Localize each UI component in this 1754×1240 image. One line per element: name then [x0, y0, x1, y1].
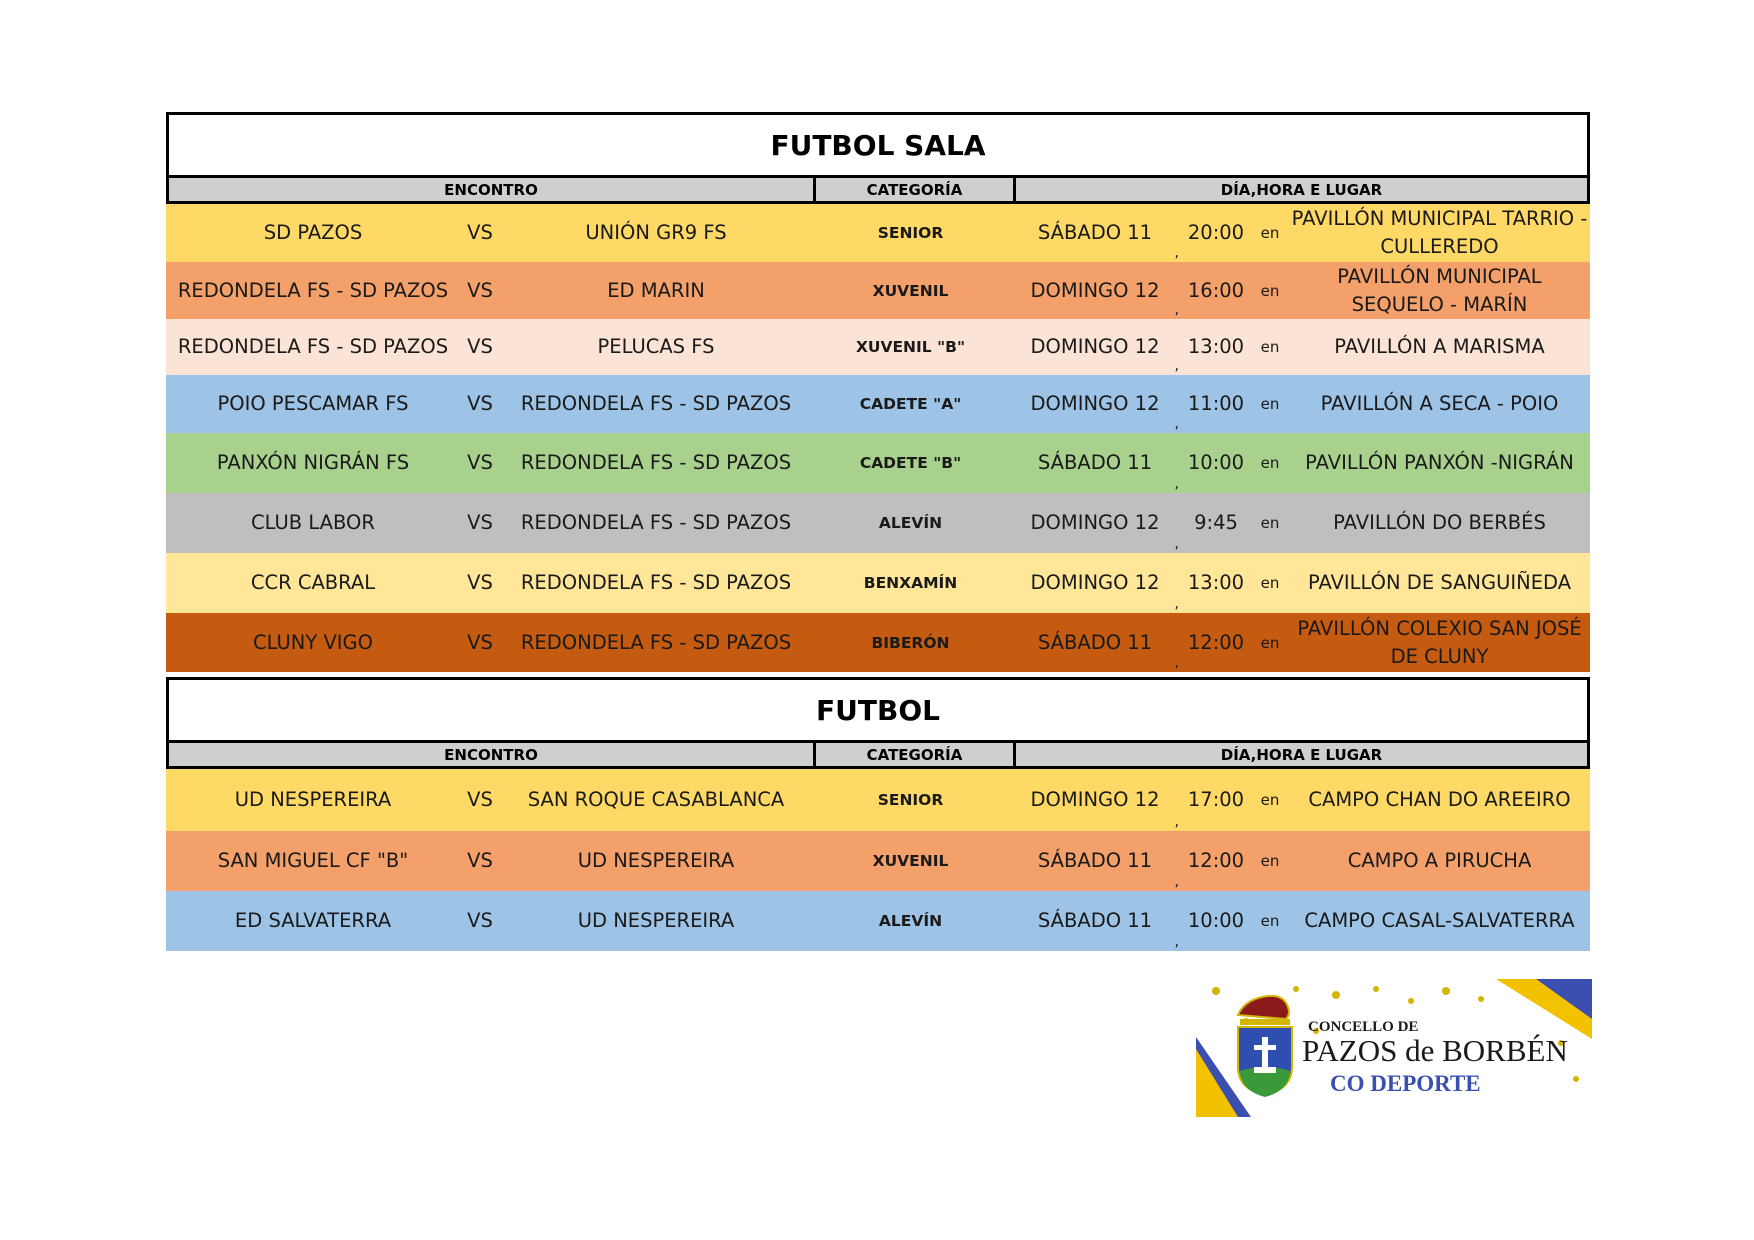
home-team: CLUB LABOR [251, 511, 375, 534]
category: ALEVÍN [878, 912, 943, 930]
match-time: 11:00 [1187, 392, 1245, 415]
en-label: en [1260, 395, 1280, 413]
en-label: en [1260, 633, 1280, 652]
day-text: SÁBADO 11 [1037, 630, 1153, 654]
comma-mark: , [1174, 874, 1179, 890]
category: CADETE "B" [859, 454, 962, 472]
home-team: CCR CABRAL [250, 571, 376, 594]
header-encontro: ENCONTRO [169, 178, 816, 201]
match-time: 13:00 [1187, 335, 1245, 358]
day-text: DOMINGO 12 [1030, 278, 1160, 302]
header-categoria: CATEGORÍA [816, 178, 1016, 201]
category: BIBERÓN [871, 633, 950, 652]
table-header [166, 178, 1590, 204]
match-day [1009, 493, 1181, 553]
match-day [1009, 375, 1181, 433]
home-team: CLUNY VIGO [252, 630, 374, 654]
match-time: 12:00 [1187, 630, 1245, 654]
comma-mark: , [1174, 596, 1179, 612]
match-time: 17:00 [1187, 788, 1245, 811]
vs-label: VS [467, 630, 493, 654]
table-row [166, 433, 1590, 493]
table-row [166, 375, 1590, 433]
logo-graphic [1196, 979, 1592, 1117]
away-team: REDONDELA FS - SD PAZOS [520, 451, 792, 474]
venue: PAVILLÓN DE SANGUIÑEDA [1307, 571, 1572, 594]
match-time: 12:00 [1187, 849, 1245, 872]
comma-mark: , [1174, 814, 1179, 830]
en-label: en [1260, 338, 1280, 356]
match-day [1009, 831, 1181, 891]
comma-mark: , [1174, 476, 1179, 492]
table-row [166, 262, 1590, 319]
away-team: REDONDELA FS - SD PAZOS [520, 392, 792, 415]
venue: CAMPO A PIRUCHA [1347, 849, 1532, 872]
match-time: 16:00 [1187, 278, 1245, 302]
day-text: SÁBADO 11 [1037, 451, 1153, 474]
header-dia-hora-lugar: DÍA,HORA E LUGAR [1220, 180, 1383, 199]
vs-label: VS [467, 849, 493, 872]
vs-label: VS [467, 451, 493, 474]
match-day [1009, 769, 1181, 831]
home-team: REDONDELA FS - SD PAZOS [177, 335, 449, 358]
away-team: PELUCAS FS [597, 335, 715, 358]
venue: CAMPO CHAN DO AREEIRO [1308, 788, 1571, 811]
en-label: en [1260, 912, 1280, 930]
home-team: PANXÓN NIGRÁN FS [216, 451, 410, 474]
comma-mark: , [1174, 245, 1179, 261]
category: SENIOR [877, 791, 944, 809]
match-time: 13:00 [1187, 571, 1245, 594]
category: XUVENIL "B" [855, 338, 966, 356]
home-team: UD NESPEREIRA [234, 788, 392, 811]
table-row [166, 831, 1590, 891]
en-label: en [1260, 281, 1280, 300]
venue: PAVILLÓN COLEXIO SAN JOSÉ DE CLUNY [1297, 616, 1582, 668]
futbol-table [166, 677, 1590, 951]
home-team: REDONDELA FS - SD PAZOS [177, 278, 449, 302]
table-row [166, 493, 1590, 553]
vs-label: VS [467, 335, 493, 358]
venue: PAVILLÓN MUNICIPAL SEQUELO - MARÍN [1337, 264, 1542, 316]
logo-line2: PAZOS de BORBÉN [1302, 1033, 1568, 1068]
venue: CAMPO CASAL-SALVATERRA [1304, 909, 1575, 932]
venue: PAVILLÓN DO BERBÉS [1333, 511, 1546, 534]
section-title: FUTBOL SALA [166, 112, 1590, 178]
table-header [166, 743, 1590, 769]
header-dia-hora-lugar: DÍA,HORA E LUGAR [1220, 745, 1383, 764]
category: BENXAMÍN [863, 574, 958, 592]
home-team: SAN MIGUEL CF "B" [217, 849, 409, 872]
section-title: FUTBOL [166, 677, 1590, 743]
away-team: REDONDELA FS - SD PAZOS [520, 511, 792, 534]
table-row [166, 891, 1590, 951]
vs-label: VS [467, 221, 493, 244]
venue: PAVILLÓN PANXÓN -NIGRÁN [1305, 451, 1574, 474]
vs-label: VS [467, 909, 493, 932]
en-label: en [1260, 852, 1280, 870]
match-day [1009, 204, 1181, 262]
match-time: 9:45 [1194, 511, 1238, 534]
concello-logo [1196, 979, 1592, 1117]
category: ALEVÍN [878, 514, 943, 532]
day-text: SÁBADO 11 [1037, 221, 1153, 244]
en-label: en [1260, 574, 1280, 592]
en-label: en [1260, 454, 1280, 472]
home-team: POIO PESCAMAR FS [217, 392, 409, 415]
match-day [1009, 433, 1181, 493]
match-day [1009, 613, 1181, 672]
away-team: REDONDELA FS - SD PAZOS [520, 571, 792, 594]
away-team: UD NESPEREIRA [577, 849, 735, 872]
vs-label: VS [467, 278, 493, 302]
comma-mark: , [1174, 536, 1179, 552]
category: XUVENIL [872, 852, 949, 870]
table-row [166, 204, 1590, 262]
table-row [166, 769, 1590, 831]
day-text: DOMINGO 12 [1030, 788, 1160, 811]
comma-mark: , [1174, 302, 1179, 318]
table-row [166, 319, 1590, 375]
day-text: DOMINGO 12 [1030, 571, 1160, 594]
table-row [166, 613, 1590, 672]
table-row [166, 553, 1590, 613]
en-label: en [1260, 791, 1280, 809]
vs-label: VS [467, 511, 493, 534]
day-text: SÁBADO 11 [1037, 909, 1153, 932]
futbol-sala-table [166, 112, 1590, 672]
day-text: DOMINGO 12 [1030, 392, 1160, 415]
home-team: ED SALVATERRA [234, 909, 392, 932]
away-team: REDONDELA FS - SD PAZOS [520, 630, 792, 654]
vs-label: VS [467, 571, 493, 594]
category: SENIOR [877, 224, 944, 242]
match-day [1009, 553, 1181, 613]
en-label: en [1260, 224, 1280, 242]
match-time: 10:00 [1187, 451, 1245, 474]
match-day [1009, 262, 1181, 319]
comma-mark: , [1174, 655, 1179, 671]
header-encontro: ENCONTRO [169, 743, 816, 766]
header-categoria: CATEGORÍA [816, 743, 1016, 766]
vs-label: VS [467, 788, 493, 811]
vs-label: VS [467, 392, 493, 415]
match-time: 20:00 [1187, 221, 1245, 244]
category: XUVENIL [872, 281, 949, 300]
logo-line1: CONCELLO DE [1308, 1019, 1419, 1035]
match-day [1009, 891, 1181, 951]
venue: PAVILLÓN MUNICIPAL TARRIO - CULLEREDO [1291, 207, 1588, 258]
away-team: SAN ROQUE CASABLANCA [527, 788, 785, 811]
day-text: SÁBADO 11 [1037, 849, 1153, 872]
day-text: DOMINGO 12 [1030, 511, 1160, 534]
comma-mark: , [1174, 934, 1179, 950]
away-team: UNIÓN GR9 FS [585, 221, 727, 244]
away-team: ED MARIN [607, 278, 705, 302]
comma-mark: , [1174, 416, 1179, 432]
venue: PAVILLÓN A SECA - POIO [1320, 392, 1559, 415]
en-label: en [1260, 514, 1280, 532]
logo-line3: CO DEPORTE [1330, 1071, 1481, 1096]
category: CADETE "A" [859, 395, 962, 413]
match-day [1009, 319, 1181, 375]
venue: PAVILLÓN A MARISMA [1334, 335, 1545, 358]
match-time: 10:00 [1187, 909, 1245, 932]
comma-mark: , [1174, 358, 1179, 374]
away-team: UD NESPEREIRA [577, 909, 735, 932]
home-team: SD PAZOS [263, 221, 363, 244]
day-text: DOMINGO 12 [1030, 335, 1160, 358]
